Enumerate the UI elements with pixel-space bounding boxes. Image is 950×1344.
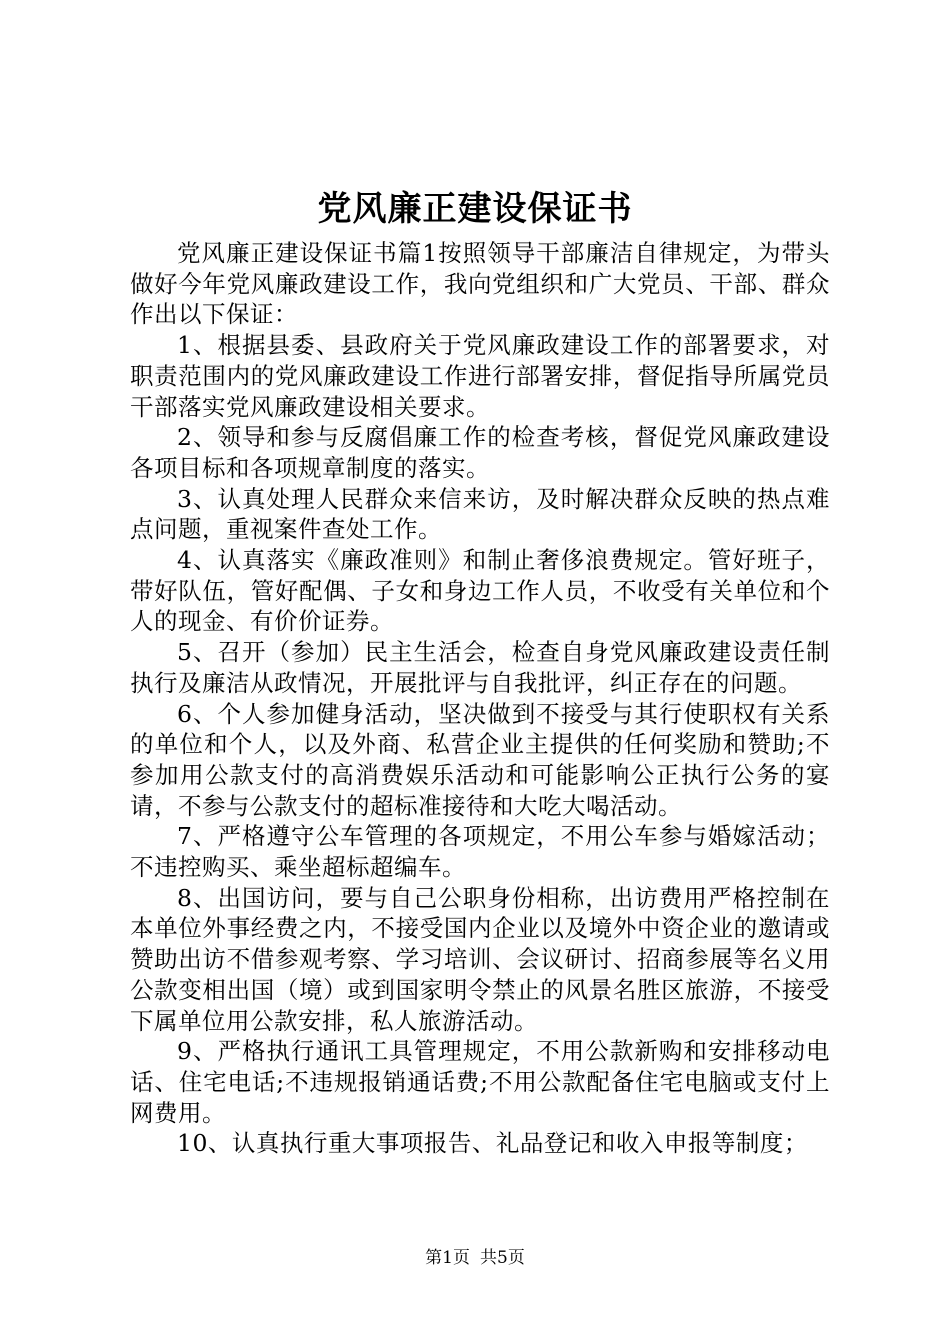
- document-body: [130, 238, 830, 1159]
- paragraph-item-2: 2、领导和参与反腐倡廉工作的检查考核，督促党风廉政建设各项目标和各项规章制度的落实。: [130, 423, 830, 482]
- page-total: 共5页: [480, 1248, 525, 1268]
- paragraph-item-10: 10、认真执行重大事项报告、礼品登记和收入申报等制度；: [177, 1129, 808, 1158]
- page-number: 第1页: [425, 1248, 470, 1268]
- paragraph-item-3: 3、认真处理人民群众来信来访，及时解决群众反映的热点难点问题，重视案件查处工作。: [130, 484, 830, 544]
- document-title: 党风廉正建设保证书: [317, 189, 633, 229]
- page-footer: [0, 1246, 950, 1270]
- paragraph-item-6: 6、个人参加健身活动，坚决做到不接受与其行使职权有关系的单位和个人，以及外商、私营企业主提供的任何奖励和赞助;不参加用公款支付的高消费娱乐活动和可能影响公正执行公务的宴请，不参与公款支付的超标准接待和大吃大喝活动。: [130, 699, 830, 820]
- paragraph-item-1: 1、根据县委、县政府关于党风廉政建设工作的部署要求，对职责范围内的党风廉政建设工作进行部署安排，督促指导所属党员干部落实党风廉政建设相关要求。: [130, 331, 830, 421]
- paragraph-item-9: 9、严格执行通讯工具管理规定，不用公款新购和安排移动电话、住宅电话;不违规报销通话费;不用公款配备住宅电脑或支付上网费用。: [130, 1037, 830, 1127]
- paragraph-item-4: 4、认真落实《廉政准则》和制止奢侈浪费规定。管好班子，带好队伍，管好配偶、子女和身边工作人员，不收受有关单位和个人的现金、有价价证券。: [130, 546, 830, 636]
- paragraph-item-5: 5、召开（参加）民主生活会，检查自身党风廉政建设责任制执行及廉洁从政情况，开展批评与自我批评，纠正存在的问题。: [130, 638, 830, 697]
- paragraph-item-7: 7、严格遵守公车管理的各项规定，不用公车参与婚嫁活动；不违控购买、乘坐超标超编车。: [130, 822, 830, 882]
- paragraph-intro: 党风廉正建设保证书篇1按照领导干部廉洁自律规定，为带头做好今年党风廉政建设工作，我向党组织和广大党员、干部、群众作出以下保证：: [130, 239, 830, 329]
- paragraph-item-8: 8、出国访问，要与自己公职身份相称，出访费用严格控制在本单位外事经费之内，不接受国内企业以及境外中资企业的邀请或赞助出访不借参观考察、学习培训、会议研讨、招商参展等名义用公款变相出国（境）或到国家明令禁止的风景名胜区旅游，不接受下属单位用公款安排，私人旅游活动。: [130, 883, 830, 1035]
